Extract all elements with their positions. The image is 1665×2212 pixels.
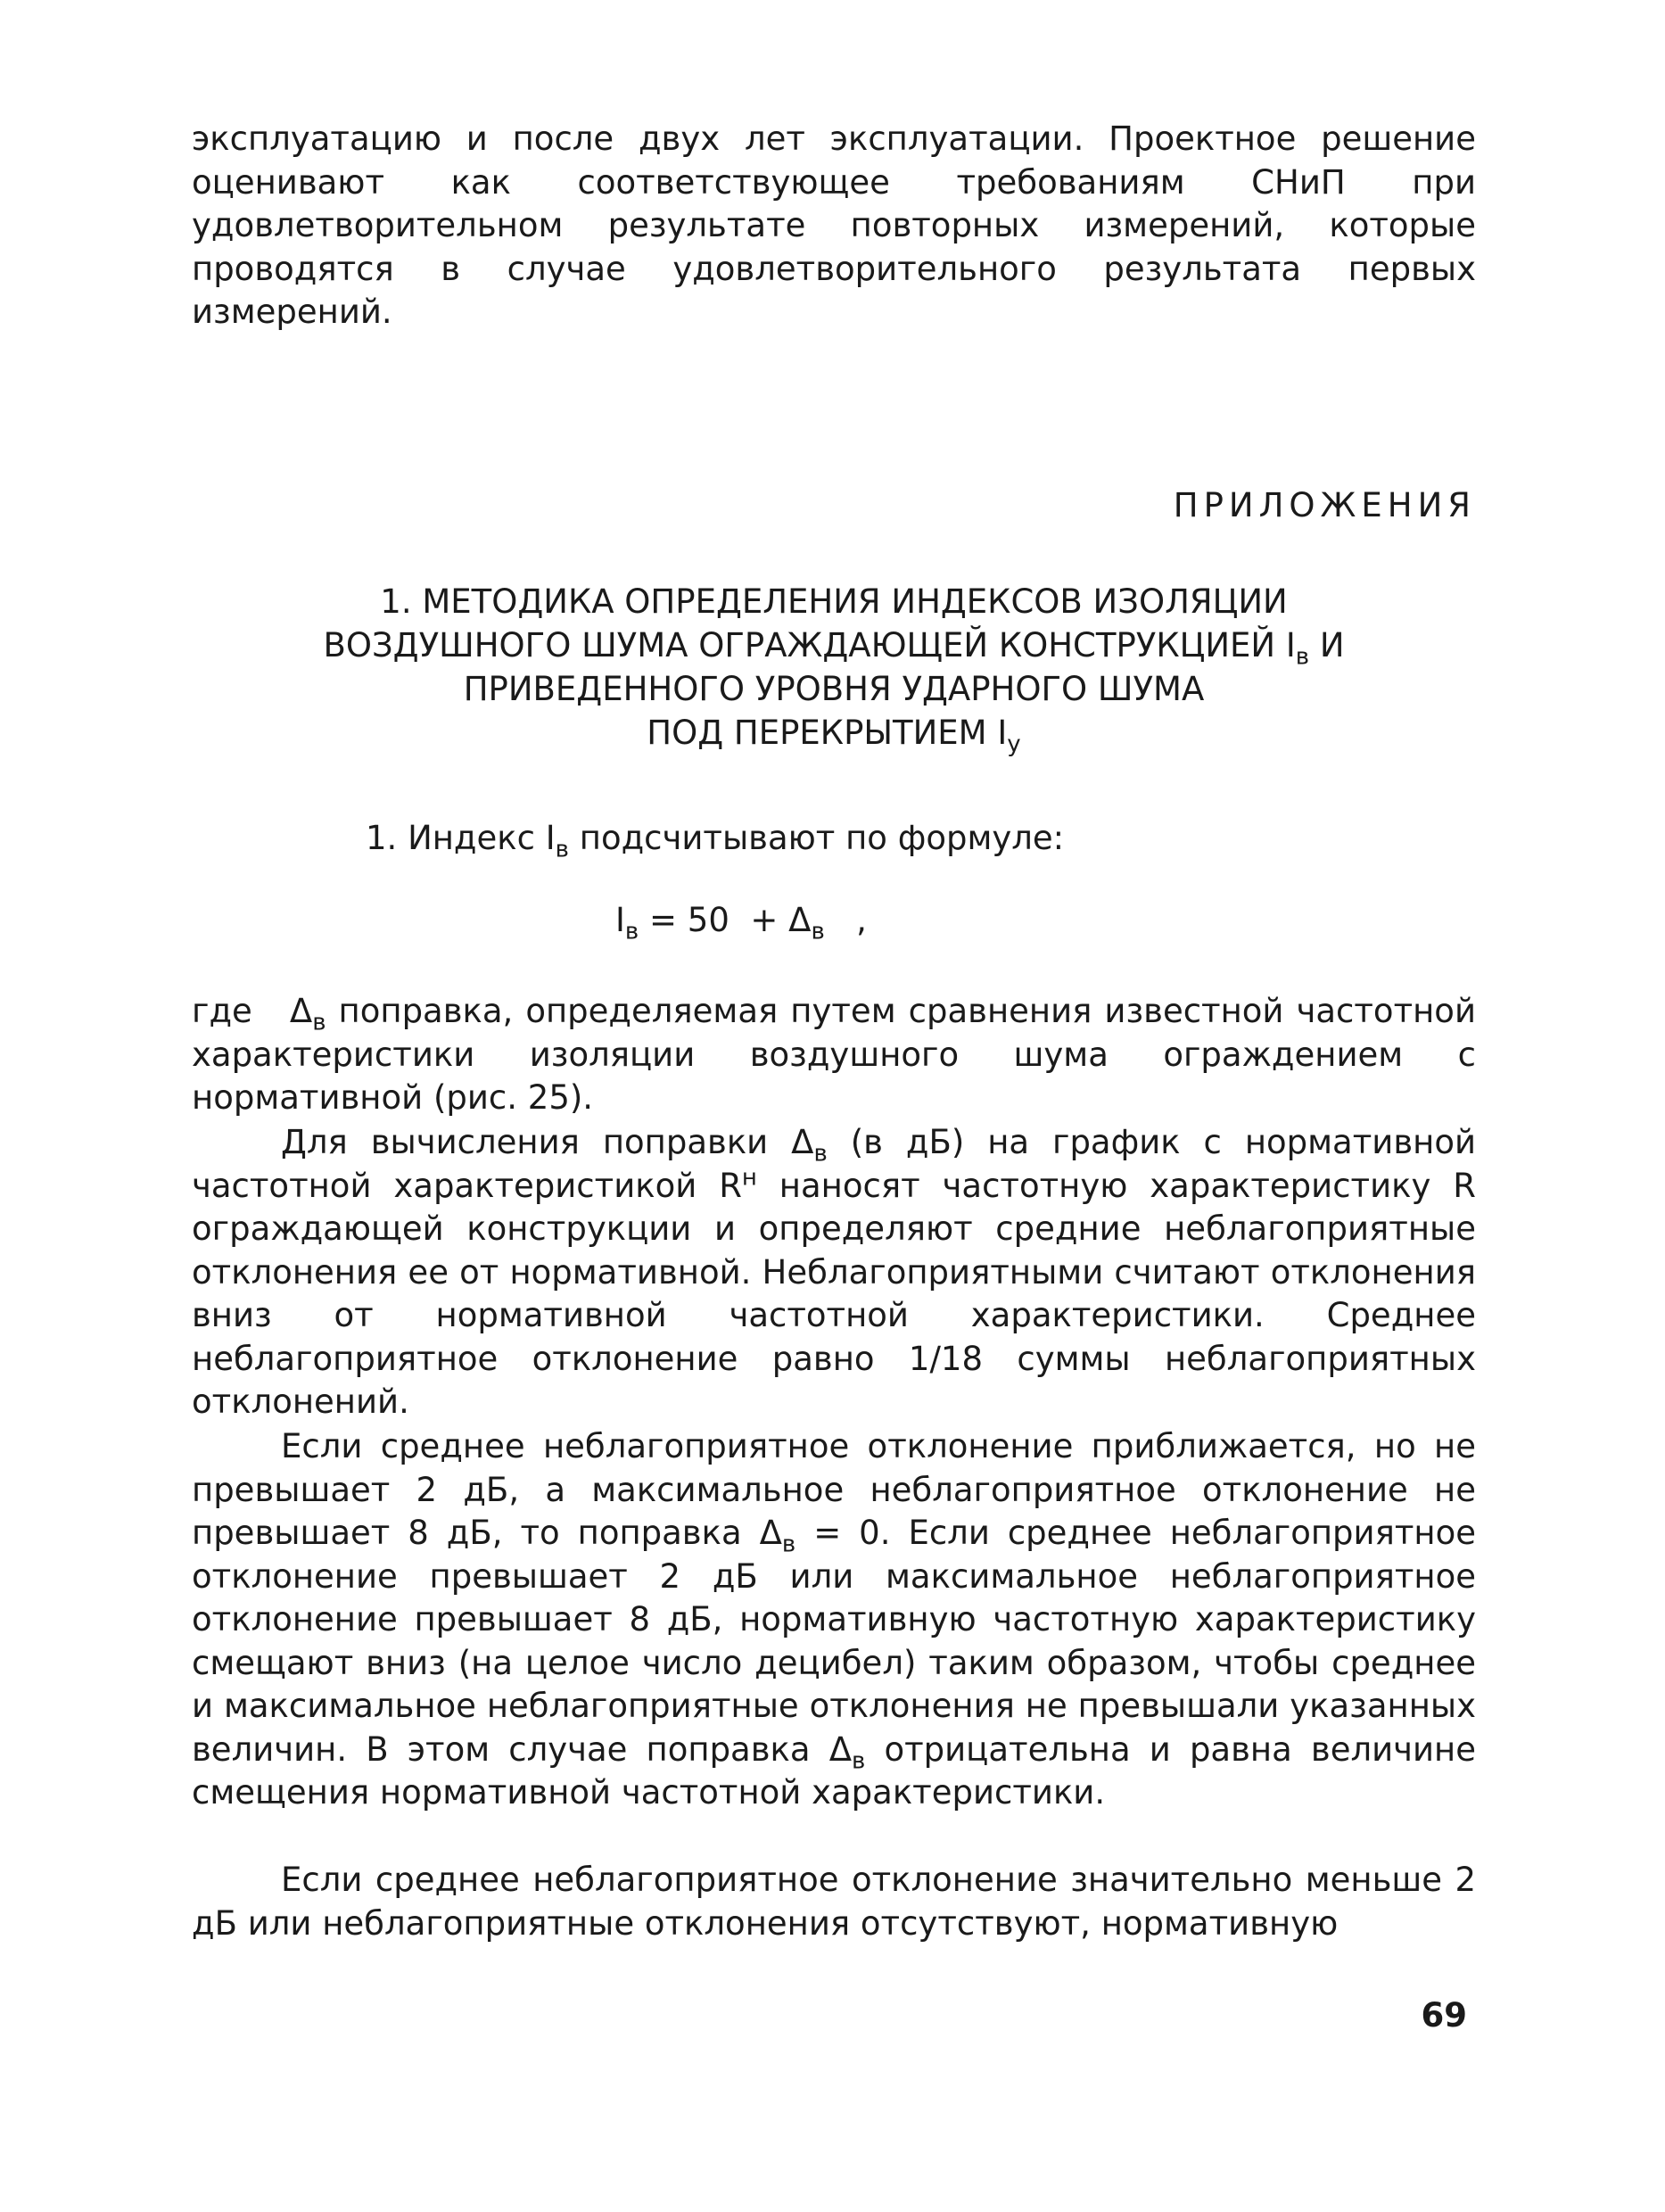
- index-symbol: $I_в$: [545, 819, 569, 863]
- delta-symbol: $\Delta_в$: [289, 992, 326, 1036]
- delta-symbol: $\Delta_в$: [759, 1514, 796, 1558]
- section-title: [192, 580, 1476, 758]
- formula-intro: 1. Индекс $I_в$ подсчитывают по формуле:: [366, 819, 1065, 863]
- title-symbol-iv: $I_в$: [1285, 626, 1310, 671]
- title-line-2-text: ВОЗДУШНОГО ШУМА ОГРАЖДАЮЩЕЙ КОНСТРУКЦИЕЙ: [323, 626, 1276, 664]
- top-paragraph: эксплуатацию и после двух лет эксплуатации. Проектное решение оценивают как соответствующее требованиям СНиП при удовлетворительном результате повторных измерений, которые проводятся в случае удовлетворительного результата первых измерений.: [192, 120, 1476, 331]
- delta-symbol: $\Delta_в$: [788, 901, 825, 945]
- paragraph-calculation: Для вычисления поправки $\Delta_в$ (в дБ) на график с нормативной частотной характеристикой $R^н$ наносят частотную характеристику R ограждающей конструкции и определяют средние неблагоприятные отклонения ее от нормативной. Неблагоприятными считают отклонения вниз от нормативной частотной характеристики. Среднее неблагоприятное отклонение равно 1/18 суммы неблагоприятных отклонений.: [192, 1123, 1477, 1421]
- r-symbol: R: [1453, 1166, 1476, 1205]
- formula-lhs: $I_в$: [615, 901, 639, 945]
- paragraph-where: где $\Delta_в$ поправка, определяемая путем сравнения известной частотной характеристики изоляции воздушного шума ограждением с нормативной (рис. 25).: [192, 992, 1476, 1117]
- r-normative-symbol: $R^н$: [719, 1164, 757, 1205]
- paragraph-last: Если среднее неблагоприятное отклонение значительно меньше 2 дБ или неблагоприятные отклонения отсутствуют, нормативную: [192, 1861, 1476, 1943]
- delta-symbol: $\Delta_в$: [791, 1123, 828, 1168]
- title-line-4: [192, 711, 1476, 758]
- appendix-heading: ПРИЛОЖЕНИЯ: [1173, 486, 1476, 524]
- title-line-2: [192, 623, 1476, 671]
- formula: $I_в = 50 + \Delta_в$ ,: [615, 901, 867, 945]
- title-line-4-text: ПОД ПЕРЕКРЫТИЕМ: [647, 714, 987, 752]
- title-line-3: ПРИВЕДЕННОГО УРОВНЯ УДАРНОГО ШУМА: [463, 670, 1205, 708]
- delta-symbol: $\Delta_в$: [828, 1729, 866, 1774]
- title-line-2-end: И: [1319, 626, 1345, 664]
- paragraph-if: Если среднее неблагоприятное отклонение приближается, но не превышает 2 дБ, а максимальное неблагоприятное отклонение не превышает 8 дБ, то поправка $\Delta_в = 0$. Если среднее неблагоприятное отклонение превышает 2 дБ или максимальное неблагоприятное отклонение превышает 8 дБ, нормативную частотную характеристику смещают вниз (на целое число децибел) таким образом, чтобы среднее и максимальное неблагоприятные отклонения не превышали указанных величин. В этом случае поправка $\Delta_в$ отрицательна и равна величине смещения нормативной частотной характеристики.: [192, 1427, 1477, 1812]
- title-line-1: 1. МЕТОДИКА ОПРЕДЕЛЕНИЯ ИНДЕКСОВ ИЗОЛЯЦИИ: [380, 582, 1288, 621]
- title-symbol-iu: $I_у$: [997, 714, 1021, 758]
- page-number: 69: [1421, 1996, 1467, 2035]
- formula-rhs: = 50 +: [649, 901, 779, 939]
